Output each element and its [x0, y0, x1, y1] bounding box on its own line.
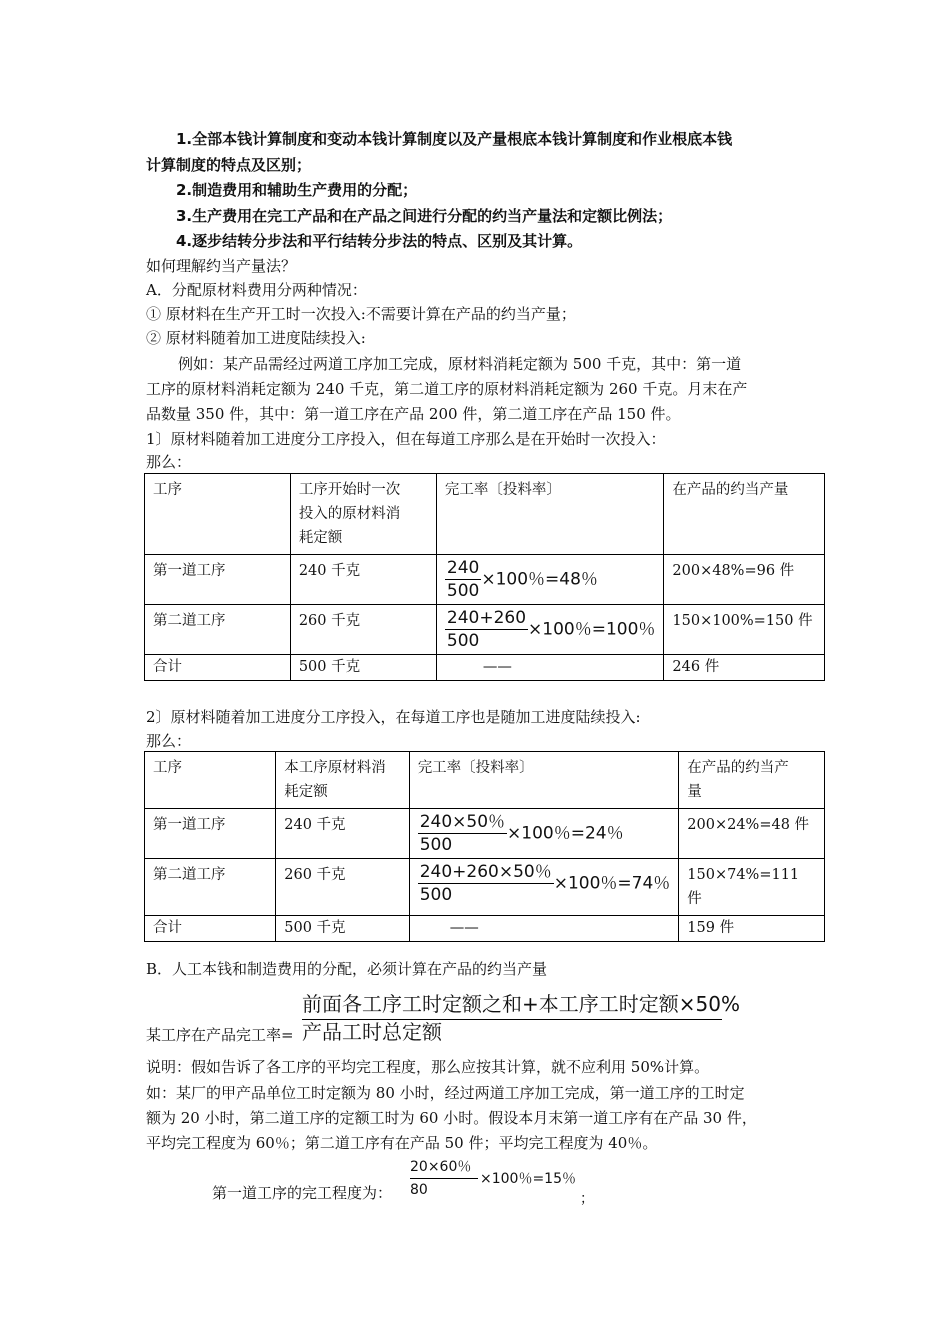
heading-4: 4.逐步结转分步法和平行结转分步法的特点、区别及其计算。 — [176, 232, 583, 250]
step-cell: 第二道工序 — [145, 605, 291, 655]
intro-case-1: ① 原材料在生产开工时一次投入:不需要计算在产品的约当产量； — [146, 305, 576, 323]
header-cell: 在产品的约当产量 — [664, 474, 825, 555]
quota-cell: 260 千克 — [276, 859, 409, 916]
table-row — [145, 859, 825, 916]
quota-cell: 240 千克 — [276, 809, 409, 859]
case1-table — [144, 473, 825, 681]
header-cell: 完工率〔投料率〕 — [436, 474, 664, 555]
step-cell: 第一道工序 — [145, 555, 291, 605]
example-b-line-2: 额为 20 小时，第二道工序的定额工时为 60 小时。假设本月末第一道工序有在产品 30 件， — [146, 1109, 757, 1127]
rate-formula: $\frac{240}{500}$ ×100％=48％ — [436, 555, 664, 605]
step-cell: 第二道工序 — [145, 859, 276, 916]
table-header-row — [145, 752, 825, 809]
step-cell: 第一道工序 — [145, 809, 276, 859]
example-line-2: 工序的原材料消耗定额为 240 千克，第二道工序的原材料消耗定额为 260 千克。月末在产 — [146, 380, 748, 398]
heading-2: 2.制造费用和辅助生产费用的分配； — [176, 181, 418, 199]
case2-title: 2〕原材料随着加工进度分工序投入，在每道工序也是随加工进度陆续投入: — [146, 708, 641, 726]
rate-formula: $\frac{240+260\times 50\%}{500}$ ×100％=74％ — [409, 859, 679, 916]
first-step-denominator: 80 — [410, 1182, 428, 1198]
table-row — [145, 555, 825, 605]
total-quota: 500 千克 — [290, 655, 436, 681]
rate-formula: $\frac{240\times 50\%}{500}$ ×100％=24％ — [409, 809, 679, 859]
table-total-row — [145, 916, 825, 942]
example-b-line-3: 平均完工程度为 60％；第二道工序有在产品 50 件；平均完工程度为 40％。 — [146, 1134, 658, 1152]
formula-denominator: 产品工时总定额 — [302, 1020, 442, 1044]
section-b-title: B．人工本钱和制造费用的分配，必须计算在产品的约当产量 — [146, 960, 548, 978]
equiv-cell: 200×24%=48 件 — [679, 809, 825, 859]
quota-cell: 260 千克 — [290, 605, 436, 655]
case1-then: 那么： — [146, 453, 192, 471]
quota-cell: 240 千克 — [290, 555, 436, 605]
first-step-result: ×100％=15％ — [480, 1171, 576, 1187]
total-rate: —— — [436, 655, 664, 681]
heading-3: 3.生产费用在完工产品和在产品之间进行分配的约当产量法和定额比例法； — [176, 207, 673, 225]
first-step-label: 第一道工序的完工程度为： — [212, 1184, 393, 1202]
first-step-numerator: 20×60％ — [410, 1156, 478, 1179]
rate-formula: $\frac{240+260}{500}$ ×100％=100％ — [436, 605, 664, 655]
total-rate: —— — [409, 916, 679, 942]
header-cell: 本工序原材料消 耗定额 — [276, 752, 409, 809]
heading-1: 1.全部本钱计算制度和变动本钱计算制度以及产量根底本钱计算制度和作业根底本钱 — [176, 130, 733, 148]
table-total-row — [145, 655, 825, 681]
total-equiv: 246 件 — [664, 655, 825, 681]
table-header-row — [145, 474, 825, 555]
case1-title: 1〕原材料随着加工进度分工序投入，但在每道工序那么是在开始时一次投入： — [146, 430, 666, 448]
example-line-3: 品数量 350 件，其中：第一道工序在产品 200 件，第二道工序在产品 150 件。 — [146, 405, 681, 423]
header-cell: 工序开始时一次 投入的原材料消 耗定额 — [290, 474, 436, 555]
case2-then: 那么： — [146, 732, 192, 750]
formula-label: 某工序在产品完工率= — [146, 1026, 294, 1044]
table-row — [145, 605, 825, 655]
header-cell: 完工率〔投料率〕 — [409, 752, 679, 809]
note-line: 说明：假如告诉了各工序的平均完工程度，那么应按其计算，就不应利用 50%计算。 — [146, 1058, 710, 1076]
total-label: 合计 — [145, 655, 291, 681]
heading-1-cont: 计算制度的特点及区别； — [146, 156, 312, 174]
total-equiv: 159 件 — [679, 916, 825, 942]
header-cell: 工序 — [145, 474, 291, 555]
intro-case-2: ② 原材料随着加工进度陆续投入: — [146, 329, 366, 347]
formula-numerator: 前面各工序工时定额之和+本工序工时定额×50% — [302, 988, 722, 1020]
intro-a: A．分配原材料费用分两种情况： — [146, 281, 367, 299]
header-cell: 工序 — [145, 752, 276, 809]
equiv-cell: 150×100%=150 件 — [664, 605, 825, 655]
equiv-cell: 200×48%=96 件 — [664, 555, 825, 605]
table-row — [145, 809, 825, 859]
equiv-cell: 150×74%=111 件 — [679, 859, 825, 916]
header-cell: 在产品的约当产 量 — [679, 752, 825, 809]
case2-table — [144, 751, 825, 942]
example-b-line-1: 如：某厂的甲产品单位工时定额为 80 小时，经过两道工序加工完成，第一道工序的工时定 — [146, 1084, 745, 1102]
intro-question: 如何理解约当产量法？ — [146, 257, 297, 275]
example-line-1: 例如：某产品需经过两道工序加工完成，原材料消耗定额为 500 千克，其中：第一道 — [178, 355, 742, 373]
total-quota: 500 千克 — [276, 916, 409, 942]
first-step-end: ； — [580, 1191, 594, 1207]
total-label: 合计 — [145, 916, 276, 942]
